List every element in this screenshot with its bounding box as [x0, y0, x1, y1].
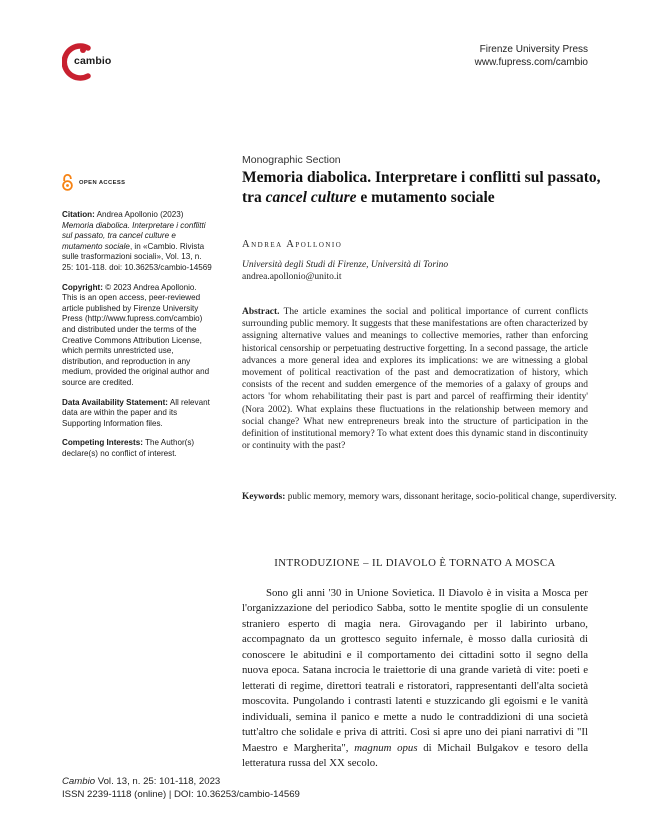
body-italic: magnum opus: [354, 741, 418, 754]
keywords-label: Keywords:: [242, 492, 286, 502]
section-heading: INTRODUZIONE – IL DIAVOLO È TORNATO A MOSCA: [274, 557, 556, 569]
section-label: Monographic Section: [242, 154, 341, 166]
body-text-1: Sono gli anni '30 in Unione Sovietica. Il Diavolo è in visita a Mosca per l'organizzazione del periodico Sabba, sotto le mentite spoglie di un consulente straniero esperto di magia nera. Girovagando per il labirinto urbano, accompagnato da un grottesco seguito infernale, è mosso dalla curiosità di conoscere le abitudini e il comportamento dei cittadini sotto il segno della nuova epoca. Satana incrocia le traiettorie di una grande varietà di vite: poeti e letterati di regime, direttori teatrali e ristoratori, rappresentanti dell'alta società moscovita. Pungolando i contrasti latenti e stuzzicando gli egoismi e le vanità individuali, semina il panico e mette a nudo le contraddizioni di una società tutt'altro che solidale e priva di attriti. Così si apre uno dei piani narrativi di "Il Maestro e Margherita",: [242, 587, 588, 754]
article-title: [242, 168, 602, 208]
footer-journal-line: [62, 775, 300, 788]
keywords-text: public memory, memory wars, dissonant heritage, socio-political change, superdiversity.: [287, 492, 617, 502]
author-name: Andrea Apollonio: [242, 239, 343, 250]
competing-interests-text: The Author(s) declare(s) no conflict of interest.: [62, 438, 195, 458]
publisher-name: Firenze University Press: [479, 44, 588, 55]
open-access-lock-icon: [62, 174, 73, 191]
title-part-1: Memoria diabolica. Interpretare i conflitti sul passato, tra: [242, 169, 601, 206]
competing-interests-label: Competing Interests:: [62, 438, 143, 448]
citation-authors: Andrea Apollonio (2023): [96, 210, 184, 219]
title-italic: cancel culture: [265, 189, 357, 206]
data-availability-text: All relevant data are within the paper and its Supporting Information files.: [62, 397, 210, 428]
abstract: [242, 306, 588, 452]
citation-rest: , in «Cambio. Rivista sulle trasformazioni sociali», Vol. 13, n. 25: 101-118. doi: 10.36253/cambio-14569: [62, 241, 212, 272]
page-footer: [62, 775, 300, 801]
body-text-2: di Michail Bulgakov e tesoro della letteratura russa del XX secolo.: [242, 741, 588, 769]
citation-label: Citation:: [62, 210, 95, 219]
open-access-label: OPEN ACCESS: [79, 179, 126, 186]
citation-block: [62, 210, 214, 274]
body-paragraph: [242, 586, 588, 771]
data-availability-block: [62, 398, 214, 430]
publisher-url[interactable]: www.fupress.com/cambio: [474, 57, 588, 68]
data-availability-label: Data Availability Statement:: [62, 397, 168, 407]
abstract-label: Abstract.: [242, 307, 280, 317]
logo-wordmark: cambio: [74, 55, 112, 67]
sidebar-metadata: [62, 210, 214, 468]
copyright-label: Copyright:: [62, 282, 103, 292]
affiliation-text: Università degli Studi di Firenze, Università di Torino: [242, 260, 449, 270]
abstract-text: The article examines the social and political importance of current conflicts surrounding public memory. It suggests that these manifestations are often characterized by assigning alternative values and meanings to collective memories, rather than enforcing historical censorship or perpetuating destructive forgetting. In a second passage, the article advances a more general idea and explores its implications: we are witnessing a global movement of political reactivation of the past and democratization of history, which consists of the recent and sudden emergence of the memories of a galaxy of groups and actors 'for whom rehabilitating their past is part and parcel of reaffirming their identity' (Nora 2002). What explains these fluctuations in the relationship between memory and social change? What new entrepreneurs break into the structure of participation in the definition of institutional memory? To what extent does this dynamic stand in discontinuity or continuity with the past?: [242, 307, 588, 452]
keywords: [242, 491, 634, 503]
competing-interests-block: [62, 438, 214, 459]
footer-volume: Vol. 13, n. 25: 101-118, 2023: [95, 776, 221, 787]
publisher-info: [475, 43, 588, 69]
copyright-text: © 2023 Andrea Apollonio. This is an open access, peer-reviewed article published by Firenze University Press (http://www.fupress.com/cambio) and distributed under the terms of the Creative Commons Attribution License, which permits unrestricted use, distribution, and reproduction in any medium, provided the original author and source are credited.: [62, 282, 210, 387]
citation-title: Memoria diabolica. Interpretare i conflitti sul passato, tra cancel culture e mutamento sociale: [62, 220, 206, 251]
title-part-2: e mutamento sociale: [356, 189, 495, 206]
author-affiliation: [242, 259, 448, 283]
author-email[interactable]: andrea.apollonio@unito.it: [242, 272, 342, 282]
open-access-badge: [62, 174, 125, 191]
footer-issn-line: ISSN 2239-1118 (online) | DOI: 10.36253/cambio-14569: [62, 789, 300, 800]
footer-journal: Cambio: [62, 776, 96, 787]
copyright-block: [62, 283, 214, 389]
